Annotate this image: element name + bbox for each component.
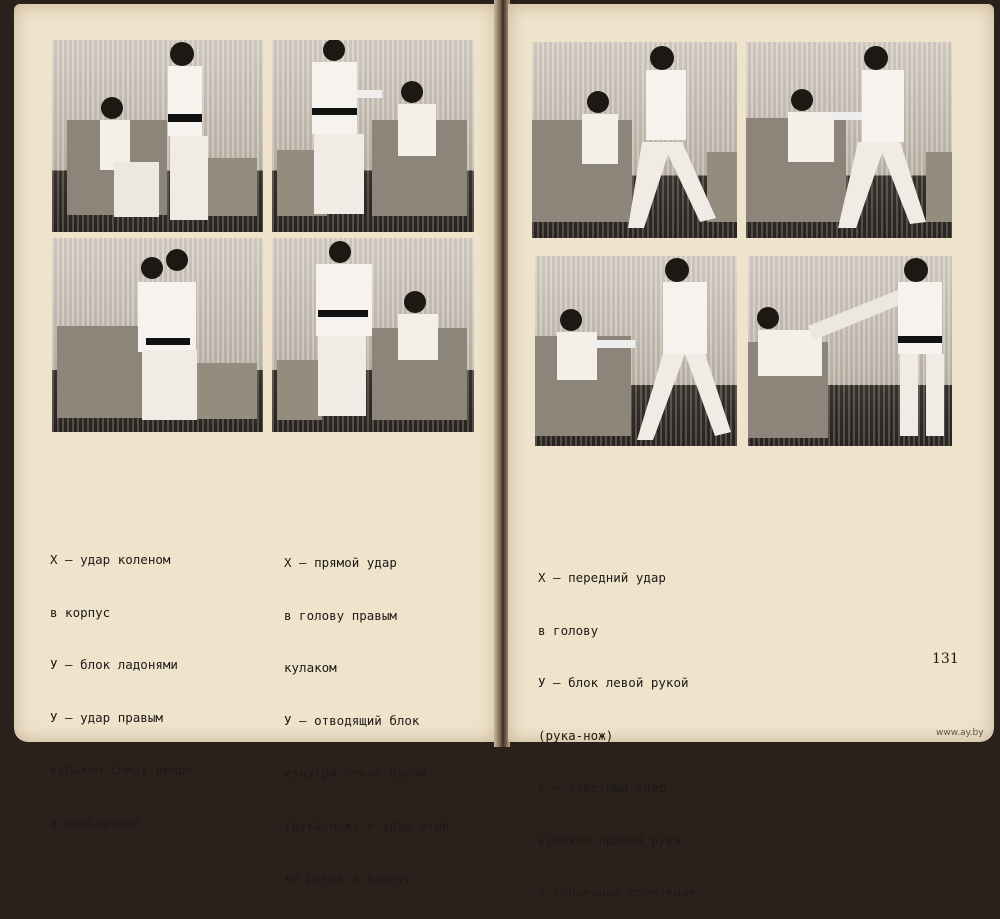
caption-line: У — блок левой рукой bbox=[538, 675, 689, 690]
caption-line: изнутри левой рукой bbox=[284, 765, 427, 780]
photo-straight-punch-figures bbox=[272, 40, 474, 232]
photo-palm-block-figures bbox=[52, 238, 263, 432]
caption-line: Х — передний удар bbox=[538, 570, 666, 585]
photo-front-kick-figures bbox=[532, 42, 737, 238]
caption-line: У — отводящий блок bbox=[284, 712, 420, 728]
caption-line: Х — прямой удар bbox=[284, 555, 397, 570]
caption-straight-punch bbox=[284, 519, 450, 904]
caption-line: кулаком bbox=[284, 660, 337, 675]
caption-line: в голову правым bbox=[284, 607, 397, 623]
caption-line: в корпус bbox=[50, 604, 111, 620]
photo-counter-punch bbox=[535, 256, 737, 446]
page-number: 131 bbox=[932, 651, 959, 667]
caption-line: же рукой в корпус bbox=[284, 870, 412, 885]
caption-line: У — ответный удар bbox=[538, 780, 666, 795]
photo-high-kick bbox=[748, 256, 952, 446]
caption-line: кулаком снизу-вверх bbox=[50, 762, 193, 777]
caption-line: (рука-нож) bbox=[538, 727, 614, 743]
caption-front-kick bbox=[538, 534, 696, 919]
photo-front-kick bbox=[532, 42, 737, 238]
photo-palm-block bbox=[52, 238, 263, 432]
caption-line: в солнечное сплетение bbox=[538, 885, 697, 900]
caption-line: Х — удар коленом bbox=[50, 552, 171, 567]
photo-counter-punch-figures bbox=[535, 256, 737, 446]
caption-line: У — удар правым bbox=[50, 709, 163, 725]
caption-knee-strike bbox=[50, 516, 193, 849]
caption-line: (рука-нож) и удар этой bbox=[284, 817, 450, 833]
photo-outward-block-figures bbox=[272, 238, 474, 432]
caption-line: кулаком правой руки bbox=[538, 832, 681, 848]
photo-high-kick-figures bbox=[748, 256, 952, 446]
caption-line: в подбородок bbox=[50, 814, 141, 830]
photo-knee-strike-figures bbox=[52, 40, 263, 232]
photo-knee-strike bbox=[52, 40, 263, 232]
photo-outward-block bbox=[272, 238, 474, 432]
photo-knife-hand-block bbox=[746, 42, 952, 238]
photo-straight-punch bbox=[272, 40, 474, 232]
caption-line: в голову bbox=[538, 622, 599, 638]
caption-line: У — блок ладонями bbox=[50, 657, 178, 672]
watermark: www.ay.by bbox=[936, 728, 984, 738]
photo-knife-hand-block-figures bbox=[746, 42, 952, 238]
